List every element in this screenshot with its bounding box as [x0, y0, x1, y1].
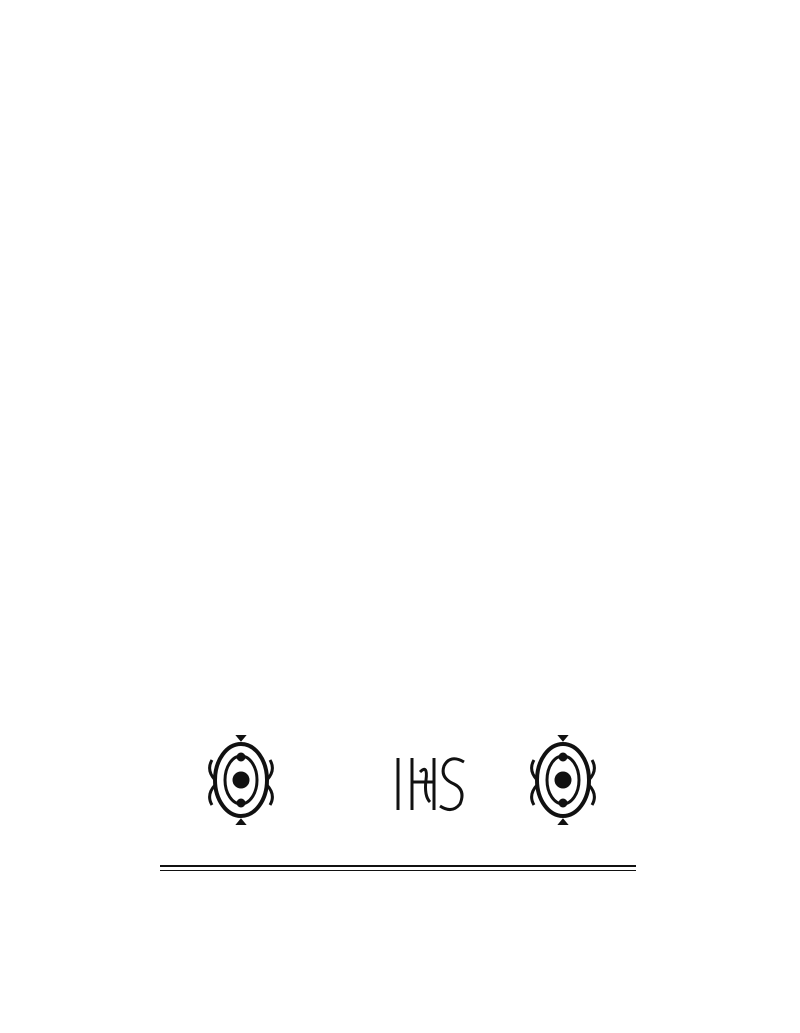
right-fleuron-border: [644, 105, 682, 917]
floral-ornament-icon: [528, 735, 598, 825]
rule-line: [160, 865, 636, 867]
ihs-monogram-icon: [390, 752, 470, 816]
rule-line: [160, 870, 636, 871]
top-fleuron-border: [112, 74, 692, 114]
floral-ornament-icon: [206, 735, 276, 825]
bottom-fleuron-border: [112, 916, 692, 956]
left-fleuron-border: [112, 105, 150, 917]
